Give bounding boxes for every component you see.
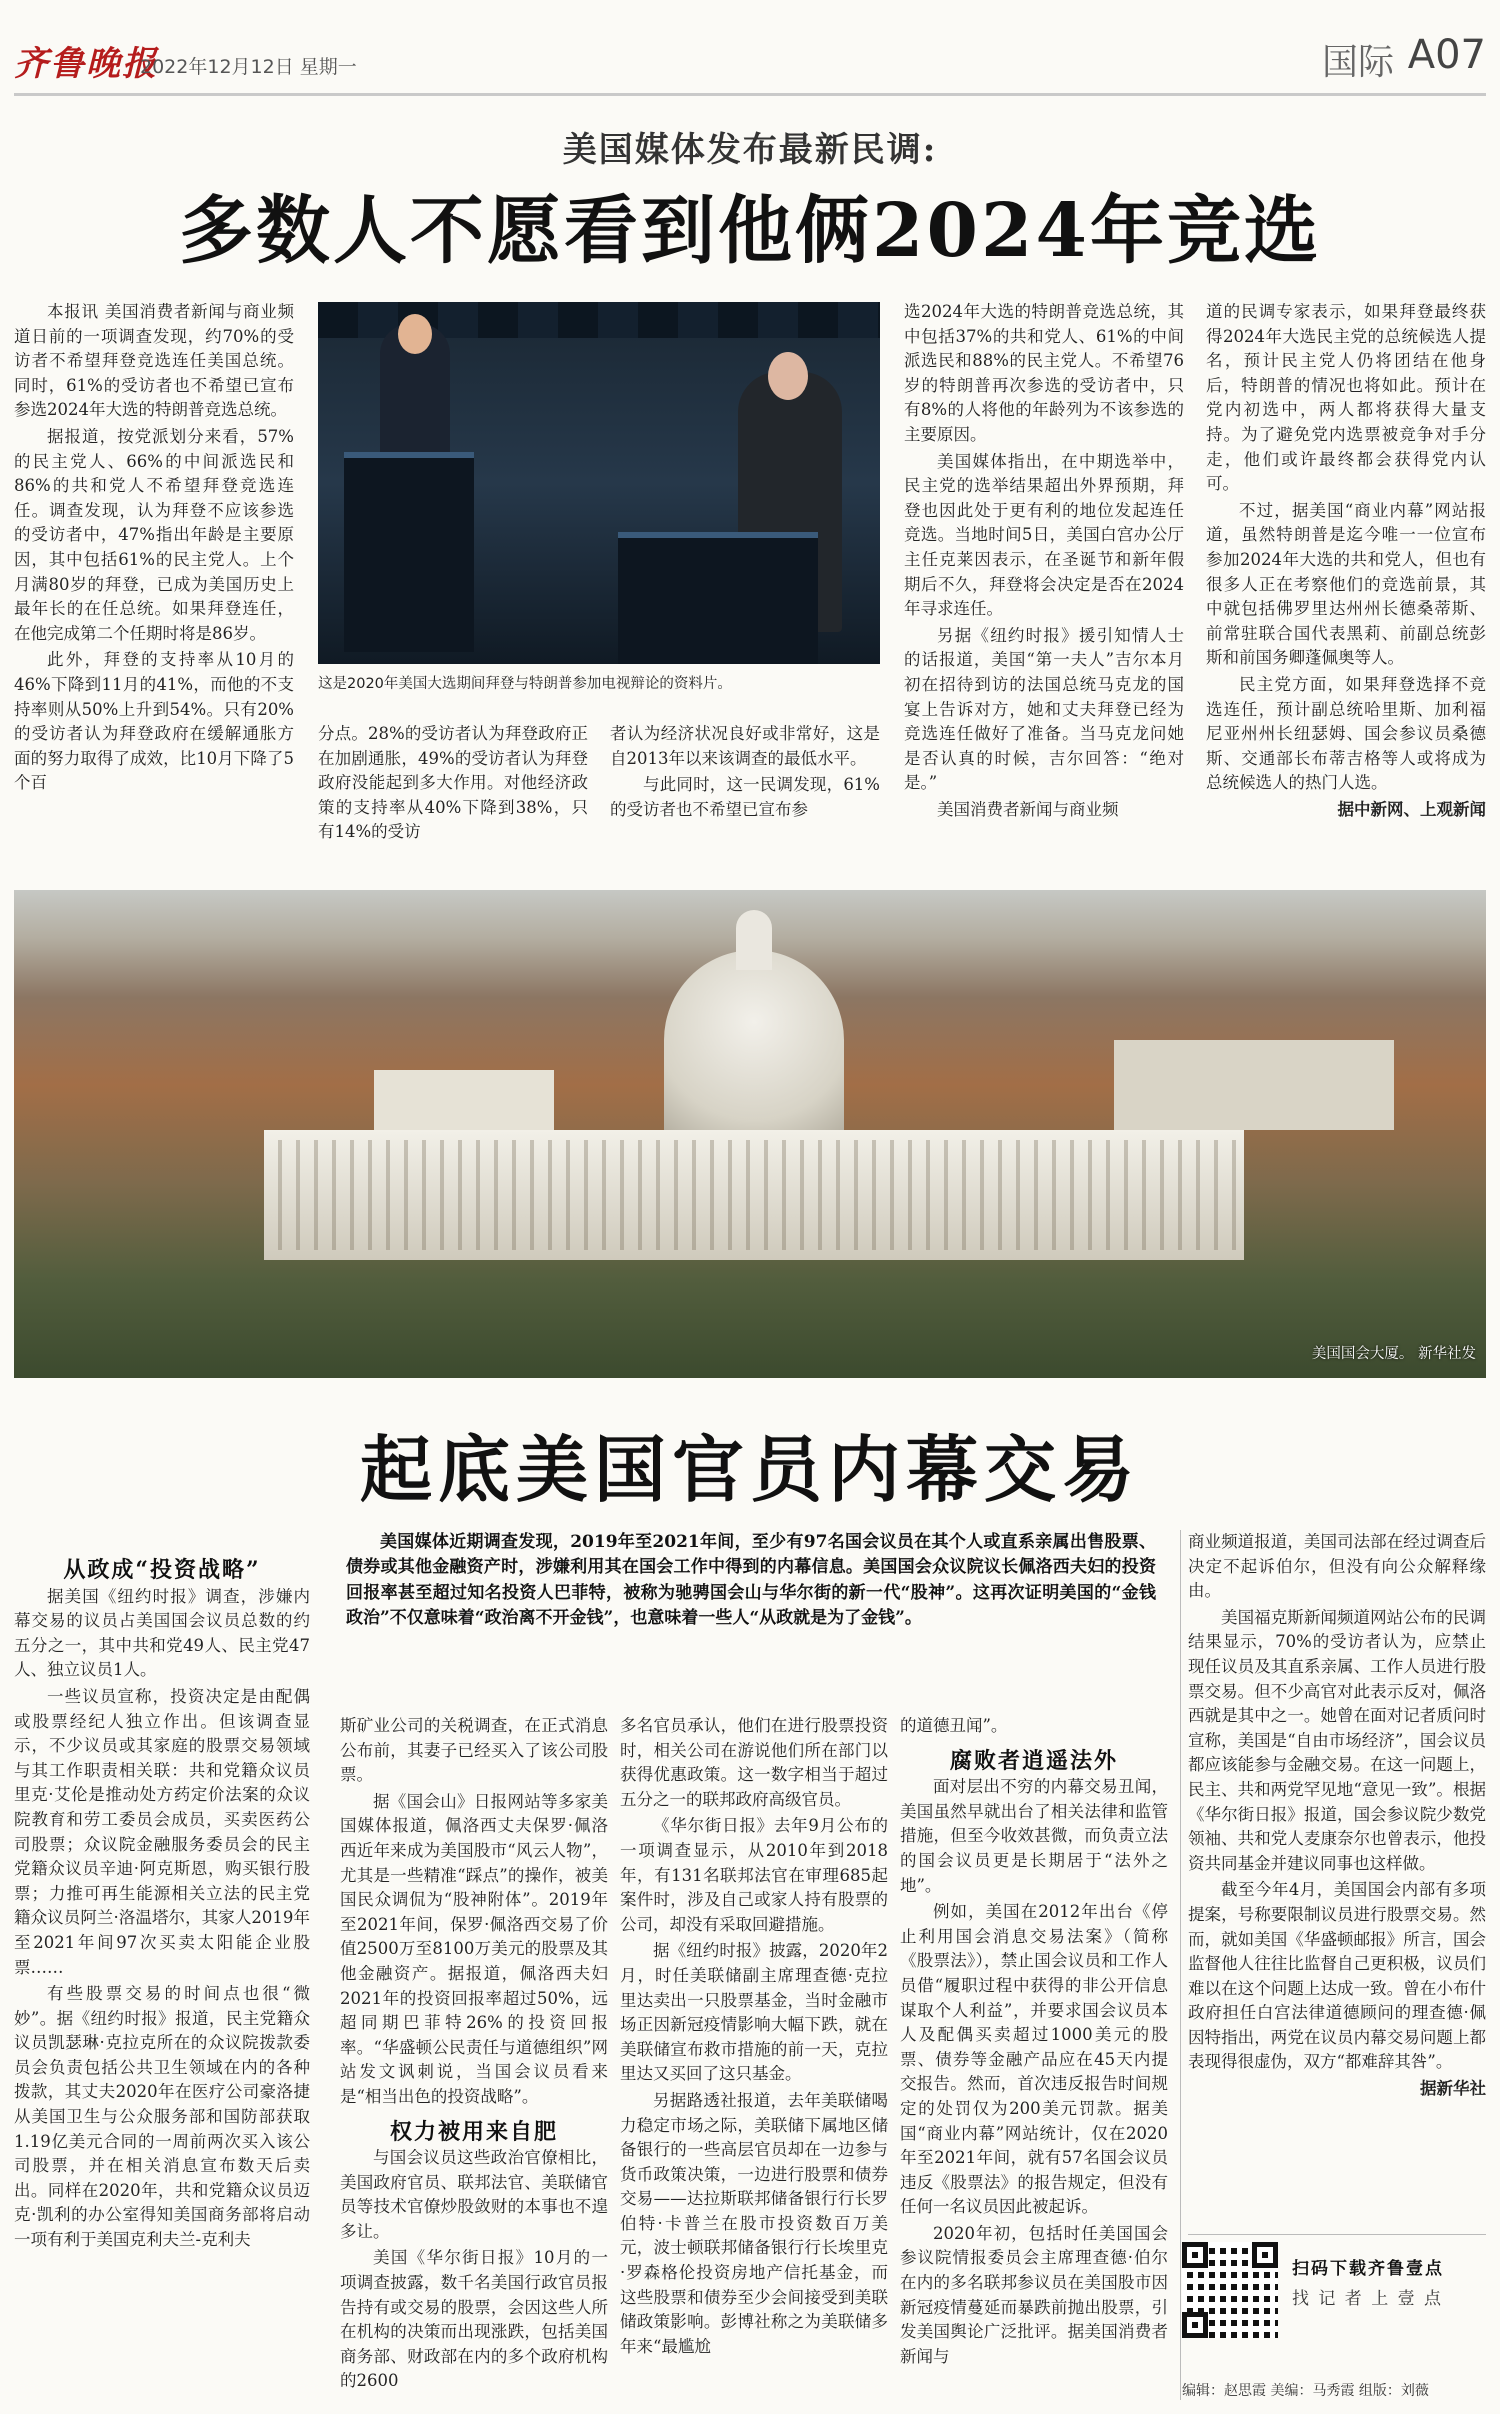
debate-photo (318, 302, 880, 664)
capitol-columns (264, 1140, 1244, 1250)
article2-column-3 (620, 1714, 888, 2404)
paragraph: 与国会议员这些政治官僚相比，美国政府官员、联邦法官、美联储官员等技术官僚炒股敛财的本事也不遑多让。 (340, 2148, 608, 2241)
masthead (14, 28, 1486, 96)
masthead-rule (14, 93, 1486, 96)
paragraph: 据《纽约时报》披露，2020年2月，时任美联储副主席理查德·克拉里达卖出一只股票基金，当时金融市场正因新冠疫情影响大幅下跌，就在美联储宣布救市措施的前一天，克拉里达又买回了这只基金。 (620, 1941, 888, 2084)
qr-code-icon[interactable] (1182, 2242, 1278, 2338)
paragraph: 道的民调专家表示，如果拜登最终获得2024年大选民主党的总统候选人提名，预计民主党人仍将团结在他身后，特朗普的情况也将如此。预计在党内初选中，两人都将获得大量支持。为了避免党内选票被竞争对手分走，他们或许最终都会获得党内认可。 (1206, 302, 1486, 494)
paragraph: 面对层出不穷的内幕交易丑闻，美国虽然早就出台了相关法律和监管措施，但至今收效甚微，而负责立法的国会议员更是长期居于“法外之地”。 (900, 1777, 1168, 1895)
column-divider (1180, 1530, 1181, 2400)
paragraph: 商业频道报道，美国司法部在经过调查后决定不起诉伯尔，但没有向公众解释缘由。 (1188, 1532, 1486, 1601)
paragraph: 有些股票交易的时间点也很“微妙”。据《纽约时报》报道，民主党籍众议员凯瑟琳·克拉克所在的众议院拨款委员会负责包括公共卫生领域在内的各种拨款，其丈夫2020年在医疗公司豪洛捷从美国卫生与公众服务部和国防部获取1.19亿美元合同的一周前两次买入该公司股票，并在相关消息宣布数天后卖出。同样在2020年，共和党籍众议员迈克·凯利的办公室得知美国商务部将启动一项有利于美国克利夫兰-克利夫 (14, 1984, 310, 2250)
subhead: 从政成“投资战略” (63, 1557, 261, 1583)
paragraph: 据报道，按党派划分来看，57%的民主党人、66%的中间派选民和86%的共和党人不希望拜登竞选连任。调查发现，认为拜登不应该参选的受访者中，47%指出年龄是主要原因，其中包括61%的民主党人。上个月满80岁的拜登，已成为美国历史上最年长的在任总统。如果拜登连任，在他完成第二个任期时将是86岁。 (14, 426, 294, 643)
qr-title: 扫码下载齐鲁壹点 (1292, 2259, 1444, 2279)
paragraph: 美国媒体指出，在中期选举中，民主党的选举结果超出外界预期，拜登也因此处于更有利的地位发起连任竞选。当地时间5日，美国白宫办公厅主任克莱因表示，在圣诞节和新年假期后不久，拜登将会决定是否在2024年寻求连任。 (904, 451, 1184, 619)
paragraph: 斯矿业公司的关税调查，在正式消息公布前，其妻子已经买入了该公司股票。 (340, 1716, 608, 1785)
issue-date: 2022年12月12日 星期一 (140, 56, 357, 78)
paragraph: 者认为经济状况良好或非常好，这是自2013年以来该调查的最低水平。 (610, 724, 880, 768)
paragraph: 截至今年4月，美国国会内部有多项提案，号称要限制议员进行股票交易。然而，就如美国《华盛顿邮报》所言，国会监督他人往往比监督自己更积极，议员们难以在这个问题上达成一致。曾在小布什政府担任白宫法律道德顾问的理查德·佩因特指出，两党在议员内幕交易问题上都表现得很虚伪，双方“都难辞其咎”。 (1188, 1880, 1486, 2072)
paragraph: 一些议员宣称，投资决定是由配偶或股票经纪人独立作出。但该调查显示，不少议员或其家庭的股票交易领域与其工作职责相关联：共和党籍众议员里克·艾伦是推动处方药定价法案的众议院教育和劳工委员会成员，买卖医药公司股票；众议院金融服务委员会的民主党籍众议员辛迪·阿克斯恩，购买银行股票；力推可再生能源相关立法的民主党籍众议员阿兰·洛温塔尔，其家人2019年至2021年间97次买卖太阳能企业股票…… (14, 1686, 310, 1977)
article2-source: 据新华社 (1420, 2079, 1486, 2099)
paragraph: 多名官员承认，他们在进行股票投资时，相关公司在游说他们所在部门以获得优惠政策。这一数字相当于超过五分之一的联邦政府高级官员。 (620, 1716, 888, 1809)
capitol-lantern (736, 910, 772, 970)
qr-subtitle: 找 记 者 上 壹 点 (1292, 2289, 1444, 2309)
podium-left (344, 452, 474, 652)
article1-source: 据中新网、上观新闻 (1337, 799, 1486, 819)
article1-column-1 (14, 300, 294, 850)
paragraph: 民主党方面，如果拜登选择不竞选连任，预计副总统哈里斯、加利福尼亚州州长纽瑟姆、国会参议员桑德斯、交通部长布蒂吉格等人或将成为总统候选人的热门人选。 (1206, 674, 1486, 793)
head-shape (768, 352, 808, 400)
qr-finder (1182, 2312, 1208, 2338)
paragraph: 另据《纽约时报》援引知情人士的话报道，美国“第一夫人”吉尔本月初在招待到访的法国总统马克龙的国宴上告诉对方，她和丈夫拜登已经为竞选连任做好了准备。当马克龙问她是否认真的时候，吉尔回答：“绝对是。” (904, 625, 1184, 793)
article1-column-3 (610, 722, 880, 850)
article2-column-5 (1188, 1530, 1486, 2230)
paragraph: 据《国会山》日报网站等多家美国媒体报道，佩洛西丈夫保罗·佩洛西近年来成为美国股市“风云人物”，尤其是一些精准“踩点”的操作，被美国民众调侃为“股神附体”。2019年至2021年间，保罗·佩洛西交易了价值2500万至8100万美元的股票及其他金融资产。据报道，佩洛西夫妇2021年的投资回报率超过50%，远超同期巴菲特26%的投资回报率。“华盛顿公民责任与道德组织”网站发文讽刺说，当国会议员看来是“相当出色的投资战略”。 (340, 1791, 608, 2106)
article1-column-4 (904, 300, 1184, 850)
paragraph: 美国消费者新闻与商业频 (937, 799, 1119, 819)
subhead: 权力被用来自肥 (389, 2118, 558, 2145)
article1-headline: 多数人不愿看到他俩2024年竞选 (179, 188, 1321, 274)
article1-column-2 (318, 722, 588, 850)
debate-photo-caption: 这是2020年美国大选期间拜登与特朗普参加电视辩论的资料片。 (318, 676, 732, 692)
paragraph: 本报讯 美国消费者新闻与商业频道日前的一项调查发现，约70%的受访者不希望拜登竞选连任美国总统。同时，61%的受访者也不希望已宣布参选2024年大选的特朗普竞选总统。 (14, 302, 294, 420)
paragraph: 美国福克斯新闻频道网站公布的民调结果显示，70%的受访者认为，应禁止现任议员及其直系亲属、工作人员进行股票交易。但不少高官对此表示反对，佩洛西就是其中之一。她曾在面对记者质问时宣称，美国是“自由市场经济”，国会议员都应该能参与金融交易。在这一问题上，民主、共和两党罕见地“意见一致”。根据《华尔街日报》报道，国会参议院少数党领袖、共和党人麦康奈尔也曾表示，他投资共同基金并建议同事也这样做。 (1188, 1607, 1486, 1873)
lead-paragraph: 美国媒体近期调查发现，2019年至2021年间，至少有97名国会议员在其个人或直系亲属出售股票、债券或其他金融资产时，涉嫌利用其在国会工作中得到的内幕信息。美国国会众议院议长佩洛西夫妇的投资回报率甚至超过知名投资人巴菲特，被称为驰骋国会山与华尔街的新一代“股神”。这再次证明美国的“金钱政治”不仅意味着“政治离不开金钱”，也意味着一些人“从政就是为了金钱”。 (346, 1532, 1156, 1629)
page-number: A07 (1407, 32, 1486, 78)
capitol-photo-caption: 美国国会大厦。 新华社发 (1311, 1346, 1476, 1362)
paragraph: 据美国《纽约时报》调查，涉嫌内幕交易的议员占美国国会议员总数的约五分之一，其中共和党49人、民主党47人、独立议员1人。 (14, 1586, 310, 1680)
paragraph: 不过，据美国“商业内幕”网站报道，虽然特朗普是迄今唯一一位宣布参加2024年大选的共和党人，但也有很多人正在考察他们的竞选前景，其中就包括佛罗里达州州长德桑蒂斯、前常驻联合国代表黑莉、前副总统彭斯和前国务卿蓬佩奥等人。 (1206, 500, 1486, 668)
capitol-dome (664, 950, 844, 1130)
qr-finder (1252, 2242, 1278, 2268)
article2-headline: 起底美国官员内幕交易 (359, 1427, 1140, 1512)
footer-divider (1188, 2234, 1486, 2235)
paragraph: 分点。28%的受访者认为拜登政府正在加剧通胀，49%的受访者认为拜登政府没能起到多大作用。对他经济政策的支持率从40%下降到38%，只有14%的受访 (318, 724, 588, 842)
podium-right (618, 532, 818, 664)
paragraph: 的道德丑闻”。 (900, 1716, 1008, 1735)
article2-column-2 (340, 1714, 608, 2404)
article1-column-5 (1206, 300, 1486, 850)
head-shape (398, 314, 432, 354)
paragraph: 与此同时，这一民调发现，61%的受访者也不希望已宣布参 (610, 775, 880, 819)
qr-finder (1182, 2242, 1208, 2268)
article2-lead (346, 1530, 1156, 1632)
paragraph: 例如，美国在2012年出台《停止利用国会消息交易法案》（简称《股票法》），禁止国会议员和工作人员借“履职过程中获得的非公开信息谋取个人利益”，并要求国会议员本人及配偶买卖超过1000美元的股票、债券等金融产品应在45天内提交报告。然而，首次违反报告时间规定的处罚仅为200美元罚款。据美国“商业内幕”网站统计，仅在2020年至2021年间，就有57名国会议员违反《股票法》的报告规定，但没有任何一名议员因此被起诉。 (900, 1902, 1168, 2217)
article1-kicker: 美国媒体发布最新民调: (562, 130, 938, 170)
paragraph: 《华尔街日报》去年9月公布的一项调查显示，从2010年到2018年，有131名联邦法官在审理685起案件时，涉及自己或家人持有股票的公司，却没有采取回避措施。 (620, 1816, 888, 1934)
article2-column-4 (900, 1714, 1168, 2404)
trump-figure (380, 324, 450, 464)
paragraph: 此外，拜登的支持率从10月的46%下降到11月的41%，而他的不支持率则从50%上升到54%。只有20%的受访者认为拜登政府在缓解通胀方面的努力取得了成效，比10月下降了5个百 (14, 650, 294, 793)
paragraph: 美国《华尔街日报》10月的一项调查披露，数千名美国行政官员报告持有或交易的股票，会因这些人所在机构的决策而出现涨跌，包括美国商务部、财政部在内的多个政府机构的2600 (340, 2248, 608, 2391)
newspaper-logo: 齐鲁晚报 (14, 44, 158, 84)
paragraph: 选2024年大选的特朗普竞选总统，其中包括37%的共和党人、61%的中间派选民和88%的民主党人。不希望76岁的特朗普再次参选的受访者中，只有8%的人将他的年龄列为不该参选的主要原因。 (904, 302, 1184, 444)
editorial-credits: 编辑：赵思霞 美编：马秀霞 组版：刘薇 (1182, 2383, 1429, 2399)
building-shape (1114, 1040, 1394, 1130)
paragraph: 2020年初，包括时任美国国会参议院情报委员会主席理查德·伯尔在内的多名联邦参议员在美国股市因新冠疫情蔓延而暴跌前抛出股票，引发美国舆论广泛批评。据美国消费者新闻与 (900, 2223, 1168, 2366)
paragraph: 另据路透社报道，去年美联储喝力稳定市场之际，美联储下属地区储备银行的一些高层官员却在一边参与货币政策决策，一边进行股票和债券交易——达拉斯联邦储备银行行长罗伯特·卡普兰在股市投资数百万美元，波士顿联邦储备银行行长埃里克·罗森格伦投资房地产信托基金，而这些股票和债券至少会间接受到美联储政策影响。彭博社称之为美联储多年来“最尴尬 (620, 2090, 888, 2356)
subhead: 腐败者逍遥法外 (949, 1747, 1118, 1774)
section-label: 国际 (1321, 42, 1394, 83)
article2-column-1 (14, 1548, 310, 2404)
capitol-photo (14, 890, 1486, 1378)
